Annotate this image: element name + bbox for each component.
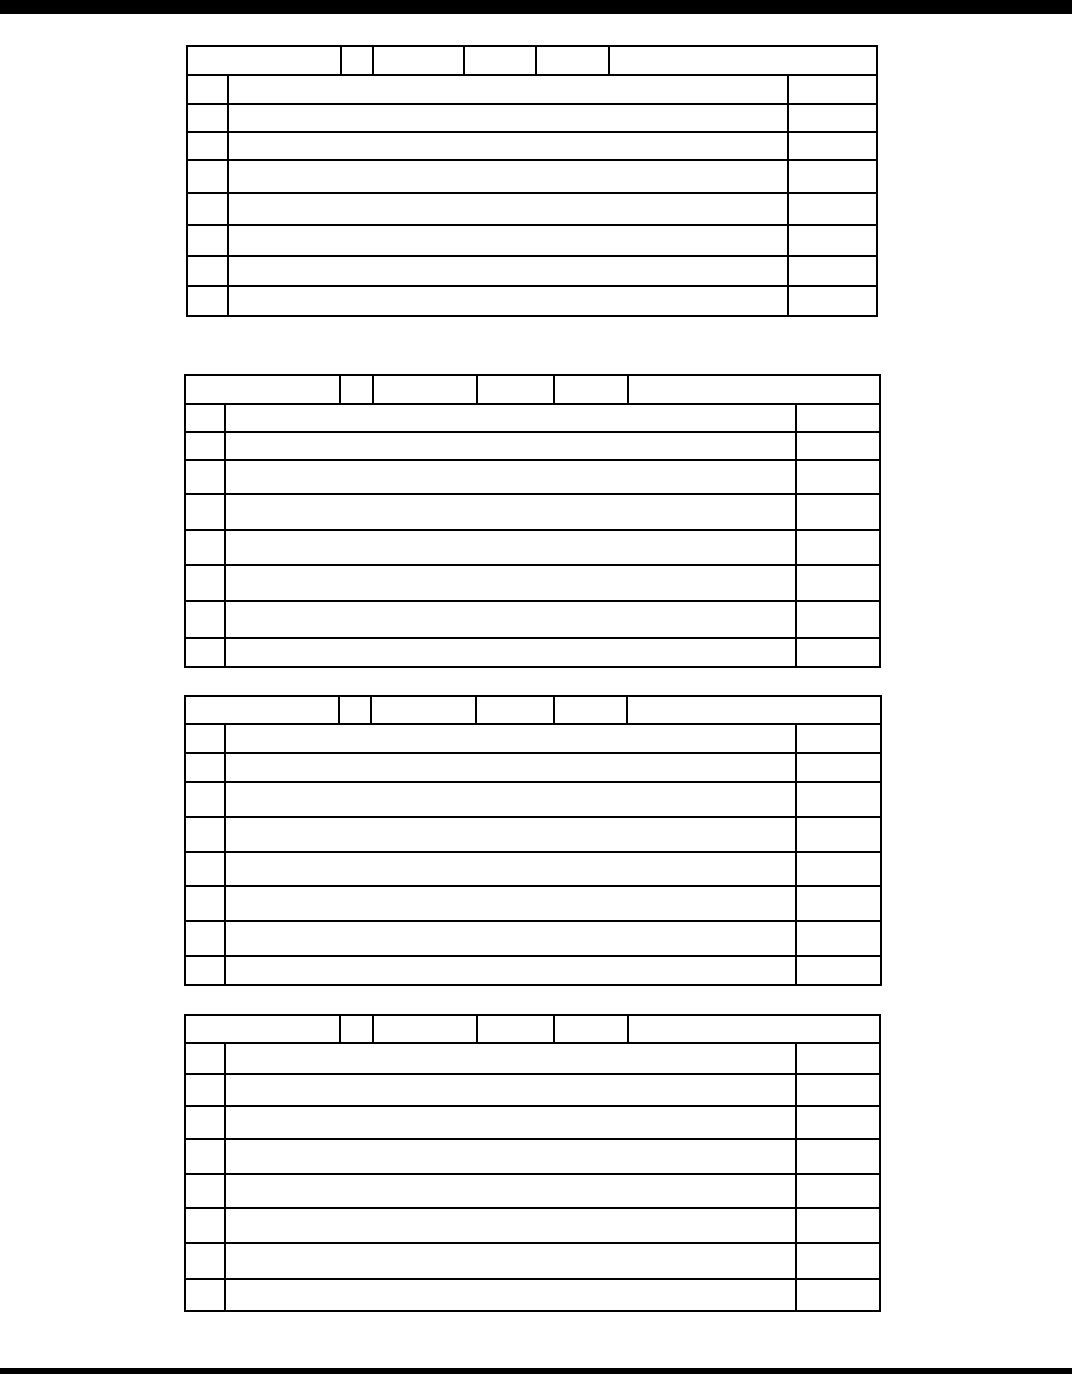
table-cell: [797, 818, 882, 853]
table-cell: [186, 887, 226, 922]
header-cell: [186, 697, 340, 725]
table-cell: [188, 76, 229, 105]
table-cell: [226, 1107, 797, 1140]
table-cell: [797, 405, 881, 433]
table-cell: [797, 461, 881, 495]
table-cell: [789, 133, 878, 161]
table-row: [186, 783, 882, 818]
table-cell: [186, 1140, 226, 1175]
table-row: [186, 405, 881, 433]
table-cell: [789, 76, 878, 105]
table-cell: [226, 566, 797, 602]
header-cell: [340, 697, 372, 725]
header-cell: [374, 376, 478, 405]
table-cell: [797, 1140, 881, 1175]
header-cell: [342, 47, 374, 76]
table-cell: [186, 405, 226, 433]
table-cell: [186, 1280, 226, 1312]
table-cell: [186, 922, 226, 957]
table-cell: [226, 405, 797, 433]
table-row: [186, 531, 881, 566]
table-header-row: [186, 376, 881, 405]
table-cell: [797, 1244, 881, 1280]
table-cell: [229, 133, 789, 161]
header-cell: [374, 1016, 478, 1044]
table-cell: [789, 226, 878, 257]
table-row: [186, 433, 881, 461]
table-cell: [797, 602, 881, 639]
table-cell: [797, 1075, 881, 1107]
table-row: [186, 1244, 881, 1280]
table-cell: [797, 922, 882, 957]
table-row: [186, 922, 882, 957]
table-cell: [186, 725, 226, 754]
table-cell: [186, 1175, 226, 1209]
table-row: [188, 257, 878, 287]
header-cell: [478, 376, 555, 405]
table-cell: [226, 1075, 797, 1107]
table-row: [186, 495, 881, 531]
table-cell: [186, 1044, 226, 1075]
table-cell: [188, 287, 229, 317]
table-row: [186, 1107, 881, 1140]
table-cell: [186, 754, 226, 783]
table-cell: [797, 725, 882, 754]
header-cell: [188, 47, 342, 76]
table-cell: [797, 887, 882, 922]
table-row: [188, 287, 878, 317]
table-cell: [226, 461, 797, 495]
table-cell: [797, 1044, 881, 1075]
table-header-row: [186, 697, 882, 725]
table-row: [188, 226, 878, 257]
header-cell: [555, 697, 628, 725]
table-cell: [797, 754, 882, 783]
table-cell: [797, 1280, 881, 1312]
blank-form-table-2: [184, 374, 881, 668]
table-row: [186, 566, 881, 602]
table-cell: [186, 957, 226, 986]
table-cell: [797, 1107, 881, 1140]
table-cell: [188, 226, 229, 257]
header-cell: [628, 697, 882, 725]
table-row: [186, 957, 882, 986]
table-row: [188, 161, 878, 194]
table-cell: [186, 1107, 226, 1140]
table-row: [186, 853, 882, 887]
table-cell: [226, 783, 797, 818]
header-cell: [186, 1016, 341, 1044]
table-cell: [226, 1175, 797, 1209]
table-row: [186, 1280, 881, 1312]
table-row: [186, 818, 882, 853]
header-cell: [372, 697, 477, 725]
table-row: [186, 1140, 881, 1175]
table-cell: [188, 133, 229, 161]
table-cell: [226, 1209, 797, 1244]
header-cell: [465, 47, 537, 76]
table-cell: [797, 853, 882, 887]
table-cell: [186, 566, 226, 602]
table-row: [186, 639, 881, 668]
table-cell: [188, 105, 229, 133]
page-top-rule: [0, 0, 1072, 14]
table-cell: [186, 1075, 226, 1107]
header-cell: [555, 376, 629, 405]
table-header-row: [188, 47, 878, 76]
table-cell: [797, 495, 881, 531]
table-cell: [797, 783, 882, 818]
blank-form-table-4: [184, 1014, 881, 1312]
header-cell: [341, 1016, 374, 1044]
table-cell: [226, 531, 797, 566]
table-cell: [226, 754, 797, 783]
table-cell: [188, 257, 229, 287]
page-bottom-rule: [0, 1368, 1072, 1374]
table-cell: [186, 461, 226, 495]
table-cell: [186, 602, 226, 639]
header-cell: [341, 376, 374, 405]
table-cell: [229, 76, 789, 105]
table-cell: [186, 853, 226, 887]
table-cell: [186, 783, 226, 818]
table-cell: [789, 161, 878, 194]
table-cell: [186, 433, 226, 461]
table-row: [188, 105, 878, 133]
table-cell: [188, 161, 229, 194]
table-cell: [789, 257, 878, 287]
table-cell: [226, 887, 797, 922]
table-row: [188, 76, 878, 105]
header-cell: [478, 1016, 555, 1044]
blank-form-table-3: [184, 695, 882, 986]
header-cell: [610, 47, 878, 76]
table-cell: [797, 1175, 881, 1209]
table-cell: [226, 957, 797, 986]
table-cell: [797, 566, 881, 602]
table-cell: [797, 1209, 881, 1244]
table-cell: [186, 1244, 226, 1280]
table-row: [186, 1175, 881, 1209]
table-cell: [226, 433, 797, 461]
table-cell: [188, 194, 229, 226]
header-cell: [629, 1016, 881, 1044]
table-cell: [797, 639, 881, 668]
table-row: [186, 1075, 881, 1107]
table-cell: [186, 531, 226, 566]
table-cell: [186, 495, 226, 531]
table-row: [186, 602, 881, 639]
table-row: [186, 887, 882, 922]
table-row: [186, 1209, 881, 1244]
table-cell: [186, 639, 226, 668]
table-cell: [229, 161, 789, 194]
table-cell: [226, 922, 797, 957]
table-cell: [226, 1140, 797, 1175]
table-row: [188, 194, 878, 226]
table-cell: [226, 602, 797, 639]
header-cell: [629, 376, 881, 405]
table-cell: [186, 1209, 226, 1244]
header-cell: [186, 376, 341, 405]
table-cell: [226, 1244, 797, 1280]
table-cell: [789, 287, 878, 317]
table-cell: [229, 257, 789, 287]
table-cell: [797, 531, 881, 566]
table-cell: [797, 957, 882, 986]
table-row: [186, 461, 881, 495]
table-cell: [226, 1280, 797, 1312]
table-cell: [186, 818, 226, 853]
table-cell: [789, 105, 878, 133]
table-cell: [229, 194, 789, 226]
header-cell: [477, 697, 555, 725]
table-row: [186, 754, 882, 783]
header-cell: [374, 47, 465, 76]
table-cell: [229, 105, 789, 133]
table-header-row: [186, 1016, 881, 1044]
header-cell: [537, 47, 610, 76]
table-cell: [226, 1044, 797, 1075]
table-cell: [229, 287, 789, 317]
table-cell: [797, 433, 881, 461]
table-cell: [789, 194, 878, 226]
table-cell: [226, 818, 797, 853]
table-cell: [229, 226, 789, 257]
table-cell: [226, 725, 797, 754]
blank-form-table-1: [186, 45, 878, 317]
table-row: [186, 1044, 881, 1075]
table-cell: [226, 853, 797, 887]
header-cell: [555, 1016, 629, 1044]
table-row: [188, 133, 878, 161]
table-cell: [226, 495, 797, 531]
table-cell: [226, 639, 797, 668]
table-row: [186, 725, 882, 754]
